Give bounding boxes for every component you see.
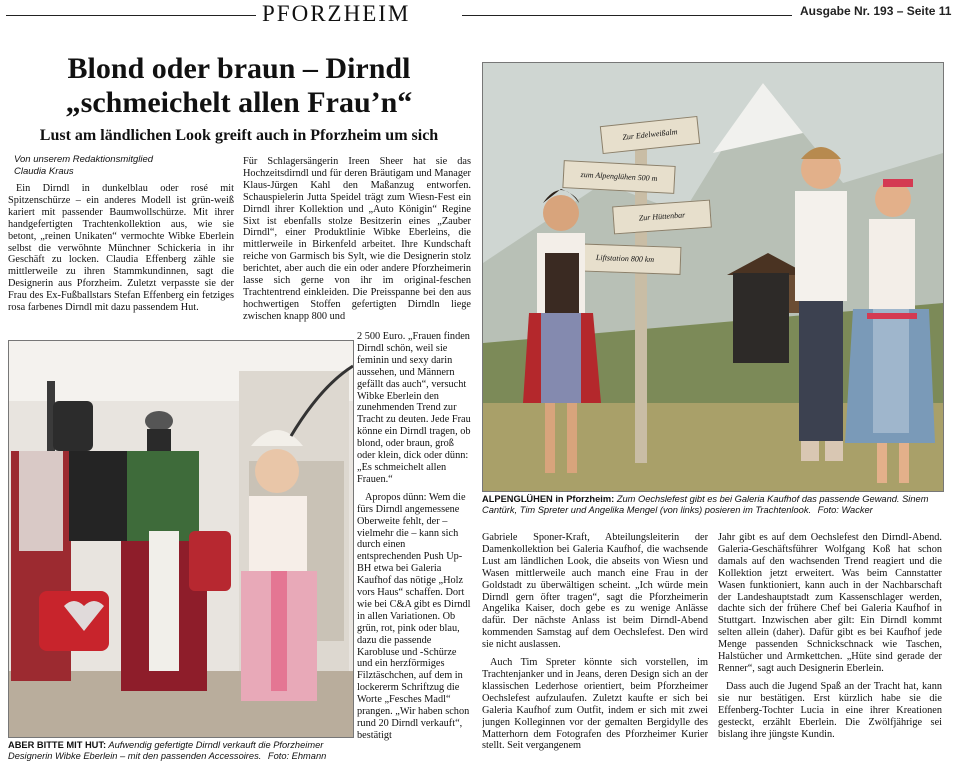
paragraph: Jahr gibt es auf dem Oechslefest den Dirndl-Abend. Galeria-Geschäftsführer Wolfgang Koß hat schon damals auf den wachsenden Trend reagiert und die Kollektion jetzt erweitert. Was beim Cannstatter Wasen funktioniert, kann auch in der Nachbarschaft der Landeshauptstadt zum Kassenschlager werden, dachte sich der frühere Chef bei Galeria Kaufhof in Stuttgart. Inzwischen aber gilt: Ein Dirndl kommt selten allein (daher). Dafür gibt es bei Kaufhof jede Menge passenden Schnickschnack wie Taschen, Halstücher und Armkettchen. „Hüte sind gerade der Renner“, sagt auch Designerin Eberlein. (718, 532, 942, 674)
issue-page-label: Ausgabe Nr. 193 – Seite 11 (800, 4, 952, 18)
people-illustration (483, 63, 943, 491)
article-column-2 (243, 156, 471, 331)
article-column-3 (482, 532, 708, 768)
caption-kicker: ALPENGLÜHEN in Pforzheim: (482, 494, 615, 504)
byline (14, 154, 234, 178)
paragraph: Ein Dirndl in dunkelblau oder rosé mit Spitzenschürze – ein anderes Modell ist grün-weiß kariert mit passender Baumwollschürze. Mit ihrer handgefertigten Trachtenkollektion aus, wie sie betont, „reinen Unikaten“ vermochte Wibke Eberlein selbst die verwöhnte Münchner Schickeria in ihr Geschäft zu locken. Claudia Effenberg zähle sie mittlerweile zu ihren Stammkundinnen, sagt die Designerin aus Pforzheim. Zuletzt verpasste sie der Frau des Ex-Fußballstars Stefan Effenberg ein fetziges rosa farbenes Dirndl mit dazu passendem Hut. (8, 183, 234, 314)
caption-text: Aufwendig gefertigte Dirndl verkauft die Pforzheimer Designerin Wibke Eberlein – mit den passenden Accessoires. (8, 740, 324, 761)
article-column-4 (718, 532, 942, 768)
header-rule-right (462, 15, 792, 16)
headline-line-1: Blond oder braun – Dirndl (67, 52, 411, 85)
signpost-2: zum Alpenglühen 500 m (562, 160, 675, 194)
caption-text: Zum Oechslefest gibt es bei Galeria Kaufhof das passende Gewand. Sinem Cantürk, Tim Spreter und Angelika Mengel (von links) posieren im Trachtenlook. (482, 494, 929, 515)
article-headline (6, 52, 472, 120)
article-column-1 (8, 183, 234, 329)
boutique-photo-illustration (9, 341, 353, 737)
photo-caption-left (8, 740, 354, 762)
signpost-3: Zur Hüttenbar (612, 200, 712, 235)
byline-author: Claudia Kraus (14, 166, 74, 177)
signpost-4: Liftstation 800 km (569, 243, 682, 275)
paragraph: 2 500 Euro. „Frauen finden Dirndl schön, weil sie feminin und sexy darin aussehen, und Männern gefällt das auch“, versucht Wibke Eberlein den zunehmenden Trend zur Tracht zu deuten. Jede Frau könne ein Dirndl tragen, ob blond, oder braun, groß oder klein, dick oder dünn: „Es schmeichelt allen Frauen.“ (357, 331, 471, 485)
article-subheadline: Lust am ländlichen Look greift auch in Pforzheim um sich (39, 127, 439, 144)
paragraph: Dass auch die Jugend Spaß an der Tracht hat, kann sie nur bestätigen. Erst kürzlich habe sie die Effenberg-Tochter Lucia in eine ihrer Kreationen gesteckt, erzählt Eberlein. Die Zwölfjährige sei bislang ihre jüngste Kundin. (718, 680, 942, 740)
signpost-1: Zur Edelweißalm (600, 116, 700, 154)
paragraph: Für Schlagersängerin Ireen Sheer hat sie das Hochzeitsdirndl und für deren Bräutigam und Manager Klaus-Jürgen Kahl den Maßanzug entworfen. Schauspielerin Jutta Speidel trägt zum Wiesn-Fest ein Dirndl ihrer Kollektion und „Auto Königin“ Regine Sixt ist ebenfalls stolze Besitzerin eines „Zauber Dirndl“, einer Produktlinie Wibke Eberleins, die mittlerweile in Birkenfeld arbeitet. Ihre Kundschaft reiche von Garmisch bis Sylt, wie die Designerin stolz berichtet, aber auch die ein oder andere Pforzheimerin lasse sich gerne von ihr im original-feschen Trachtentrend einkleiden. Die Preisspanne bei den aus hochwertigen Stoffen gefertigten Dirndln liege zwischen knapp 800 und (243, 156, 471, 322)
header-rule-left (6, 15, 256, 16)
photo-credit: Foto: Ehmann (267, 751, 327, 761)
caption-kicker: ABER BITTE MIT HUT: (8, 740, 107, 750)
section-title: PFORZHEIM (262, 1, 411, 26)
photo-alpine-trachten (482, 62, 944, 492)
paragraph: Apropos dünn: Wem die fürs Dirndl angemessene Oberweite fehlt, der – vielmehr die – kann sich durch einen entsprechenden Push Up-BH etwa bei Galeria Kaufhof das nötige „Holz vors Haus“ schaffen. Dort wie bei C&A gibt es Dirndl in allen Variationen. Ob grün, rot, pink oder blau, dazu die passende Karobluse und -Schürze und ein herzförmiges Filztäschchen, auf dem in lockererm Schriftzug die Worte „Fesches Madl“ prangen. „Wir haben schon rund 20 Dirndl verkauft“, bestätigt (357, 491, 471, 741)
article-column-2-narrow (357, 331, 471, 765)
photo-boutique-dirndls (8, 340, 354, 738)
headline-line-2: „schmeichelt allen Frau’n“ (65, 86, 413, 119)
paragraph: Gabriele Sponer-Kraft, Abteilungsleiterin der Damenkollektion bei Galeria Kaufhof, die wachsende Lust am ländlichen Look, die abseits von Wiesn und Wasen mittlerweile auch manch eine Frau in der Goldstadt zu überwältigen scheint. „Ich würde mein Dirndl gern öfter tragen“, sagt die Pforzheimerin Angelika Kaiser, doch gebe es zu wenige Anlässe dafür. Der nächste Anlass ist beim Dirndl-Abend kommenden Samstag auf dem Oechslefest. Den wird sie nicht auslassen. (482, 532, 708, 651)
byline-role: Von unserem Redaktionsmitglied (14, 154, 154, 165)
photo-credit: Foto: Wacker (817, 505, 873, 515)
paragraph: Auch Tim Spreter könnte sich vorstellen, im Trachtenjanker und in Jeans, deren Design sich an der klassischen Lederhose orientiert, beim Pforzheimer Oechslefest aufzulaufen. Zuletzt kaufte er sich bei Galeria Kaufhof zum Outfit, indem er sich mit zwei jungen Kolleginnen vor der gemalten Bergidylle des Matterhorn dem Fotografen des Pforzheimer Kurier stellt. Seit vergangenem (482, 657, 708, 752)
photo-caption-right (482, 494, 944, 516)
